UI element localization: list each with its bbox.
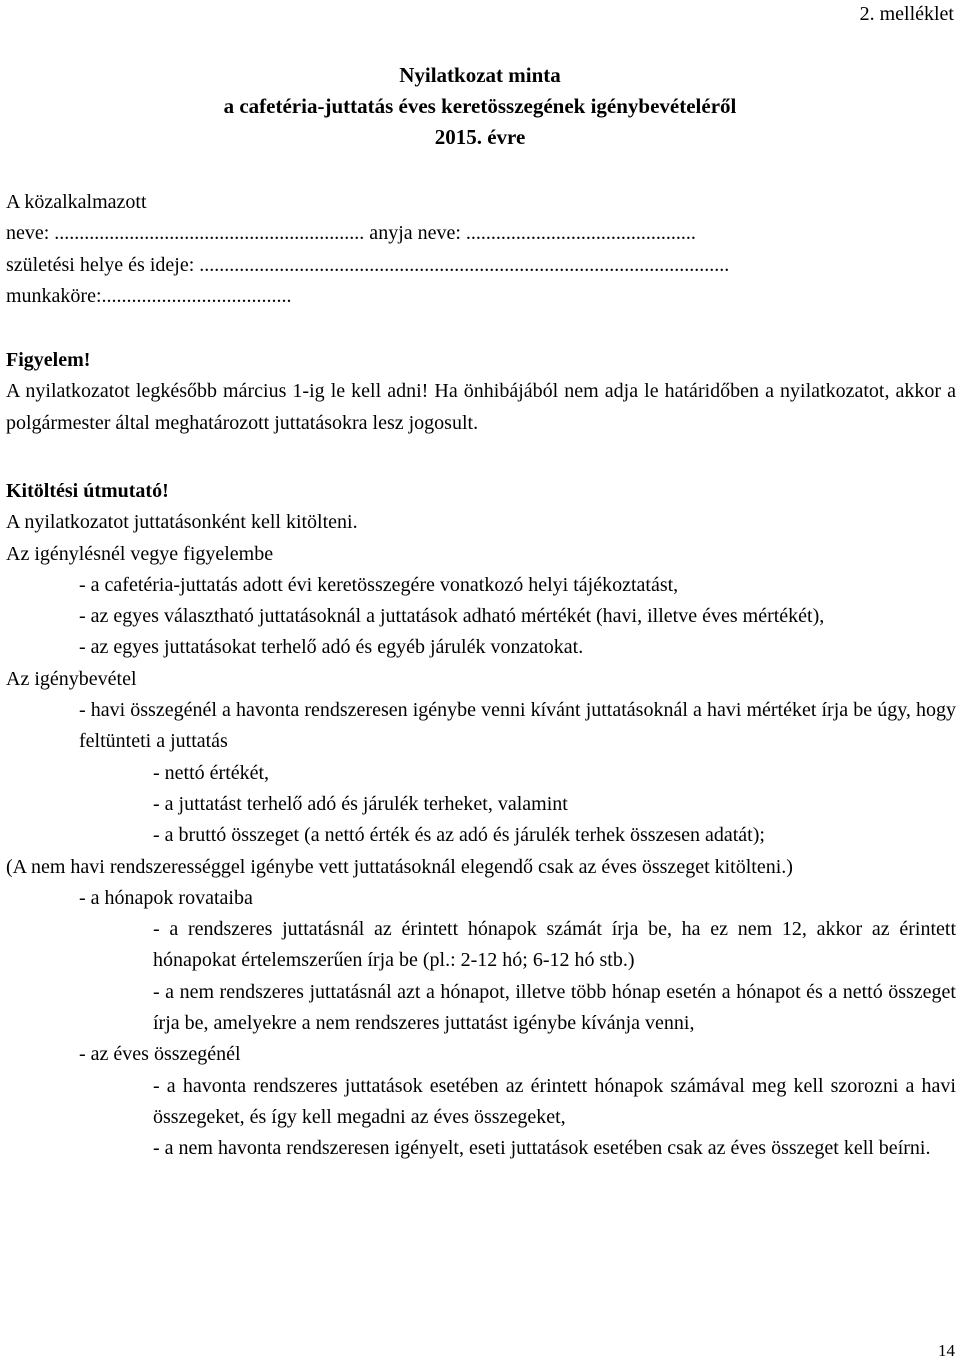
employee-name-field: neve: .............................................................. anyja neve: .............................................. [6, 222, 696, 245]
attention-section [6, 345, 956, 439]
employee-section [6, 187, 956, 312]
guide-section [6, 476, 956, 1165]
guide-sub-5: - a nem rendszeres juttatásnál azt a hónapot, illetve több hónap esetén a hónapot és a nettó összeget írja be, amelyekre a nem rendszeres juttatást igénybe kívánja venni, [153, 980, 956, 1035]
guide-sub-2: - a juttatást terhelő adó és járulék terheket, valamint [153, 792, 568, 815]
attention-heading: Figyelem! [6, 349, 91, 371]
guide-heading: Kitöltési útmutató! [6, 480, 169, 502]
title-line-3: 2015. évre [434, 125, 526, 149]
employee-job-field: munkaköre:...................................... [6, 284, 292, 307]
guide-item-5: - a hónapok rovataiba [79, 886, 253, 909]
document-title [0, 60, 960, 153]
annex-label: 2. melléklet [859, 3, 954, 25]
guide-sub-1: - nettó értékét, [153, 761, 270, 784]
guide-item-6: - az éves összegénél [79, 1043, 241, 1066]
guide-note: (A nem havi rendszerességgel igénybe vett juttatásoknál elegendő csak az éves összeget kitölteni.) [6, 855, 793, 878]
guide-sub-3: - a bruttó összeget (a nettó érték és az adó és járulék terhek összesen adatát); [153, 824, 765, 847]
title-line-2: a cafetéria-juttatás éves keretösszegének igénybevételéről [223, 94, 737, 118]
guide-item-4: - havi összegénél a havonta rendszeresen igénybe venni kívánt juttatásoknál a havi mértéket írja be úgy, hogy feltünteti a juttatás [79, 699, 956, 753]
guide-line-1: A nyilatkozatot juttatásonként kell kitölteni. [6, 511, 358, 534]
guide-line-3: Az igénybevétel [6, 667, 137, 690]
guide-sub-6: - a havonta rendszeres juttatások esetében az érintett hónapok számával meg kell szorozni a havi összegeket, és így kell megadni az éves összegeket, [153, 1074, 956, 1128]
page-number: 14 [938, 1341, 955, 1360]
attention-text: A nyilatkozatot legkésőbb március 1-ig le kell adni! Ha önhibájából nem adja le határidőben a nyilatkozatot, akkor a polgármester által meghatározott juttatásokra lesz jogosult. [6, 380, 956, 434]
employee-heading: A közalkalmazott [6, 191, 147, 213]
guide-sub-4: - a rendszeres juttatásnál az érintett hónapok számát írja be, ha ez nem 12, akkor az érintett hónapokat értelemszerűen írja be (pl.: 2-12 hó; 6-12 hó stb.) [153, 918, 956, 972]
title-line-1: Nyilatkozat minta [399, 63, 561, 87]
guide-item-3: - az egyes juttatásokat terhelő adó és egyéb járulék vonzatokat. [79, 636, 584, 659]
guide-line-2: Az igénylésnél vegye figyelembe [6, 542, 274, 565]
guide-sub-7: - a nem havonta rendszeresen igényelt, eseti juttatások esetében csak az éves összeget kell beírni. [153, 1137, 931, 1160]
guide-item-2: - az egyes választható juttatásoknál a juttatások adható mértékét (havi, illetve éves mértékét), [79, 605, 825, 628]
guide-item-1: - a cafetéria-juttatás adott évi keretösszegére vonatkozó helyi tájékoztatást, [79, 573, 679, 596]
employee-birth-field: születési helye és ideje: .......................................................................................................... [6, 253, 730, 276]
